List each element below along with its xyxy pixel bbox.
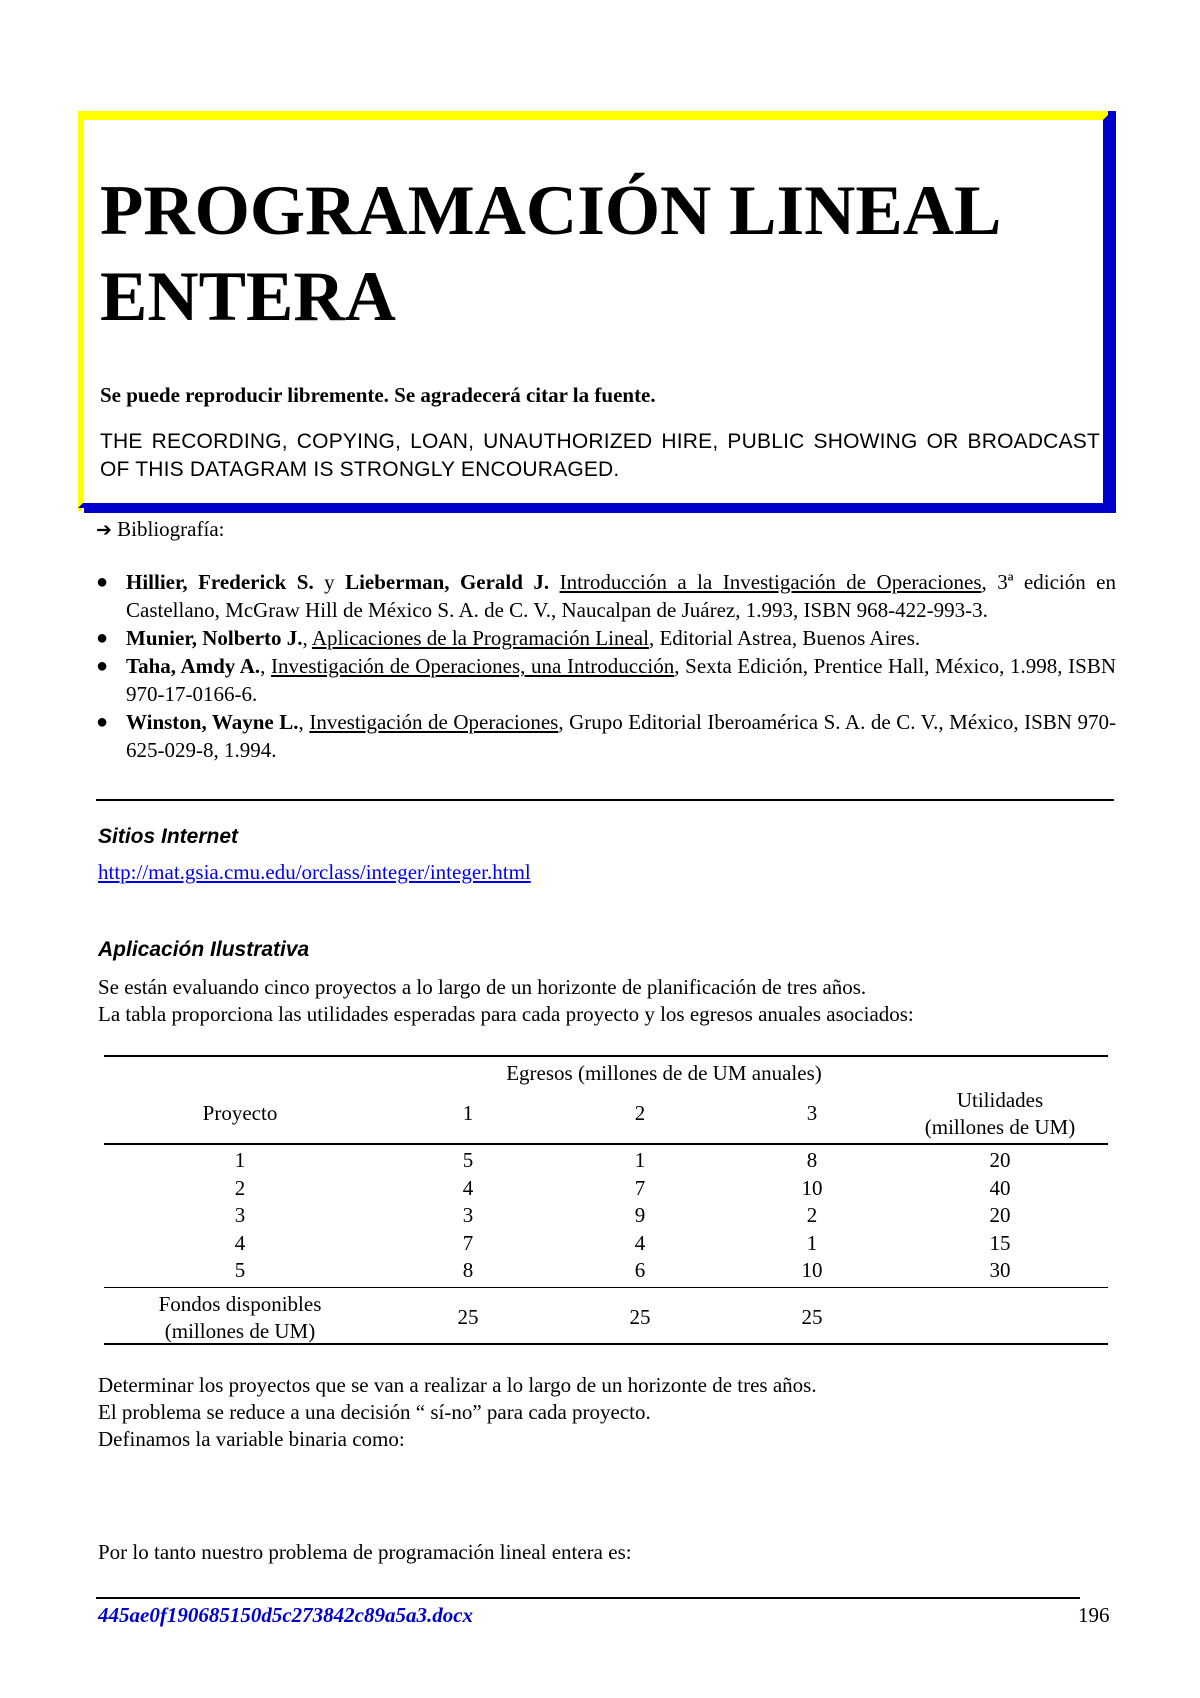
divider bbox=[96, 799, 1114, 801]
book-title: Investigación de Operaciones, una Introducción bbox=[271, 654, 675, 678]
book-title: Aplicaciones de la Programación Lineal bbox=[311, 626, 649, 650]
table-header-year-1: 1 bbox=[462, 1101, 474, 1125]
paragraph: El problema se reduce a una decisión “ sí-no” para cada proyecto. bbox=[98, 1400, 651, 1424]
table-header-year-3: 3 bbox=[806, 1101, 818, 1125]
bibliography-label: Bibliografía: bbox=[117, 517, 225, 541]
table-cell: 1 bbox=[806, 1230, 818, 1255]
table-header-utilities: Utilidades bbox=[956, 1088, 1044, 1112]
table-cell: 40 bbox=[989, 1175, 1011, 1200]
table-cell: 4 bbox=[462, 1175, 474, 1200]
funds-year-1: 25 bbox=[457, 1305, 479, 1329]
funds-label-units: (millones de UM) bbox=[164, 1319, 316, 1343]
internet-link[interactable]: http://mat.gsia.cmu.edu/orclass/integer/integer.html bbox=[98, 860, 531, 884]
table-cell: 8 bbox=[806, 1148, 818, 1172]
bibliography-item bbox=[96, 568, 1116, 624]
table-group-header: Egresos (millones de de UM anuales) bbox=[506, 1061, 822, 1085]
table-cell: 20 bbox=[989, 1148, 1011, 1172]
paragraph: La tabla proporciona las utilidades esperadas para cada proyecto y los egresos anuales asociados: bbox=[98, 1002, 914, 1026]
footer-filename: 445ae0f190685150d5c273842c89a5a3.docx bbox=[98, 1603, 474, 1627]
table-cell: 5 bbox=[234, 1258, 246, 1282]
table-cell: 4 bbox=[634, 1230, 646, 1255]
bullet-icon: ● bbox=[96, 627, 109, 649]
bibliography-list bbox=[96, 568, 1116, 764]
funds-label: Fondos disponibles bbox=[158, 1292, 322, 1316]
bibliography-heading bbox=[96, 517, 224, 542]
table-rule bbox=[104, 1055, 1108, 1057]
reproduction-note: Se puede reproducir libremente. Se agradecerá citar la fuente. bbox=[100, 383, 656, 407]
table-rule bbox=[104, 1287, 1108, 1288]
table-header-utilities-units: (millones de UM) bbox=[924, 1115, 1076, 1139]
funds-year-2: 25 bbox=[629, 1305, 651, 1329]
paragraph: Se están evaluando cinco proyectos a lo largo de un horizonte de planificación de tres años. bbox=[98, 975, 867, 999]
bibliography-item: ● Munier, Nolberto J., Aplicaciones de la Programación Lineal, Editorial Astrea, Buenos Aires. bbox=[96, 626, 921, 650]
table-cell: 3 bbox=[462, 1203, 474, 1227]
bullet-icon: ● bbox=[96, 655, 109, 677]
title-box-bottom-shadow bbox=[84, 508, 1116, 513]
book-title: Investigación de Operaciones bbox=[309, 710, 559, 734]
table-cell: 30 bbox=[989, 1258, 1011, 1282]
table-cell: 2 bbox=[806, 1203, 818, 1227]
paragraph: Definamos la variable binaria como: bbox=[98, 1427, 405, 1451]
table-cell: 10 bbox=[801, 1258, 823, 1282]
author: Taha, Amdy A. bbox=[126, 654, 261, 678]
paragraph: Determinar los proyectos que se van a realizar a lo largo de un horizonte de tres años. bbox=[98, 1373, 817, 1397]
table-cell: 7 bbox=[462, 1230, 474, 1255]
book-details: , Sexta Edición, Prentice Hall, México, 1.998, ISBN 970-17-0166-6. bbox=[126, 654, 1116, 706]
page-title: PROGRAMACIÓN LINEAL ENTERA bbox=[100, 172, 998, 336]
table-cell: 20 bbox=[989, 1203, 1011, 1227]
book-details: , Grupo Editorial Iberoamérica S. A. de C. V., México, ISBN 970-625-029-8, 1.994. bbox=[126, 710, 1116, 762]
author: Munier, Nolberto J. bbox=[126, 626, 303, 650]
bullet-icon: ● bbox=[96, 571, 109, 593]
author: Hillier, Frederick S. bbox=[126, 570, 314, 594]
paragraph: Por lo tanto nuestro problema de programación lineal entera es: bbox=[98, 1540, 632, 1564]
book-details: , 3ª edición en Castellano, McGraw Hill de México S. A. de C. V., Naucalpan de Juárez, 1.993, ISBN 968-422-993-3. bbox=[126, 570, 1117, 622]
table-cell: 7 bbox=[634, 1175, 646, 1200]
author: Winston, Wayne L. bbox=[126, 710, 299, 734]
table-header-project: Proyecto bbox=[202, 1101, 278, 1125]
table-cell: 10 bbox=[801, 1175, 823, 1200]
table-rule bbox=[104, 1143, 1108, 1145]
table-cell: 1 bbox=[634, 1148, 646, 1172]
table-cell: 1 bbox=[234, 1148, 246, 1172]
book-details: , Editorial Astrea, Buenos Aires. bbox=[648, 626, 921, 650]
footer-divider bbox=[96, 1597, 1080, 1599]
internet-heading: Sitios Internet bbox=[98, 825, 239, 848]
application-heading: Aplicación Ilustrativa bbox=[98, 938, 310, 961]
table-cell: 9 bbox=[634, 1203, 646, 1227]
page-number: 196 bbox=[1078, 1603, 1110, 1627]
bullet-icon: ● bbox=[96, 711, 109, 733]
arrow-right-icon: ➔ bbox=[96, 519, 112, 541]
book-title: Introducción a la Investigación de Operaciones bbox=[559, 570, 982, 594]
table-cell: 6 bbox=[634, 1258, 646, 1282]
copyright-notice: THE RECORDING, COPYING, LOAN, UNAUTHORIZED HIRE, PUBLIC SHOWING OR BROADCAST OF THIS DATAGRAM IS STRONGLY ENCOURAGED. bbox=[100, 430, 1100, 481]
bibliography-item: ● Taha, Amdy A., Investigación de Operaciones, una Introducción, Sexta Edición, Prentice Hall, México, 1.998, ISBN 970-17-0166-6. bbox=[96, 654, 1116, 706]
table-cell: 15 bbox=[989, 1230, 1011, 1255]
author: Lieberman, Gerald J. bbox=[345, 570, 550, 594]
table-cell: 5 bbox=[462, 1148, 474, 1172]
table-cell: 8 bbox=[462, 1258, 474, 1282]
table-cell: 4 bbox=[234, 1230, 246, 1255]
table-rule bbox=[104, 1343, 1108, 1345]
bibliography-item: ● Winston, Wayne L., Investigación de Operaciones, Grupo Editorial Iberoamérica S. A. de C. V., México, ISBN 970-625-029-8, 1.994. bbox=[96, 710, 1116, 762]
title-box-right-shadow bbox=[1108, 111, 1116, 513]
conjunction: y bbox=[313, 570, 346, 594]
table-cell: 3 bbox=[234, 1203, 246, 1227]
table-cell: 2 bbox=[234, 1175, 246, 1200]
funds-year-3: 25 bbox=[801, 1305, 823, 1329]
table-header-year-2: 2 bbox=[634, 1101, 646, 1125]
